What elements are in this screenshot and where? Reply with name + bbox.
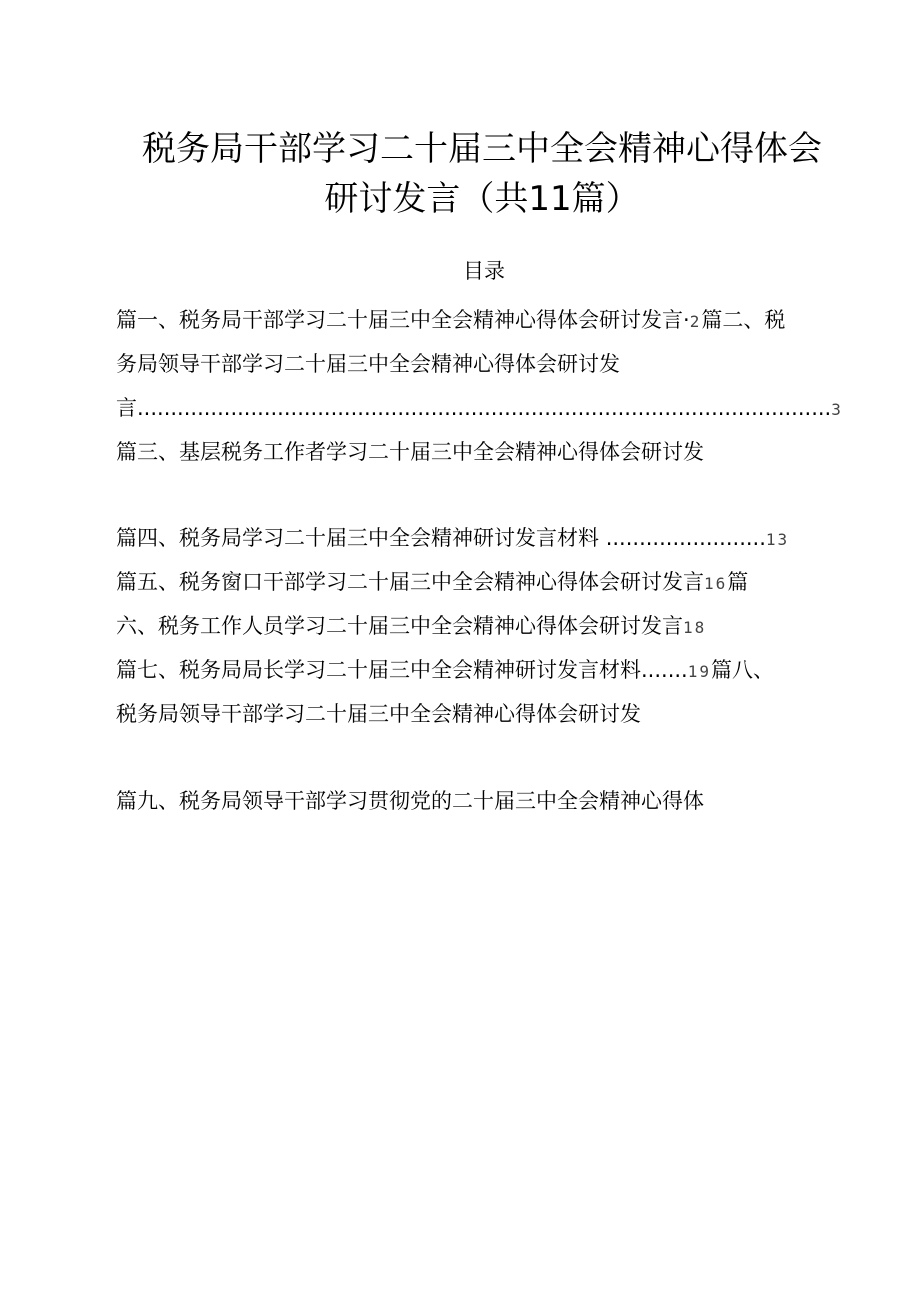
toc-entry-text: 言 (116, 396, 137, 420)
toc-entry[interactable] (116, 785, 704, 817)
toc-entry-text: 篇七、税务局局长学习二十届三中全会精神研讨发言材料 (116, 658, 641, 682)
toc-entry-text: 篇 (727, 570, 749, 594)
toc-leader-dots: ........................................................................................................ (137, 396, 832, 420)
toc-entry[interactable] (116, 304, 785, 338)
toc-entry[interactable] (116, 392, 843, 426)
toc-entry[interactable] (116, 522, 789, 556)
toc-entry-text: 篇九、税务局领导干部学习贯彻党的二十届三中全会精神心得体 (116, 789, 704, 813)
toc-entry-text: 篇二、税 (701, 308, 786, 332)
toc-entry-text: 篇三、基层税务工作者学习二十届三中全会精神心得体会研讨发 (116, 440, 704, 464)
document-title-line-1: 税务局干部学习二十届三中全会精神心得体会 (142, 129, 822, 169)
toc-entry-text: 篇八、 (711, 658, 774, 682)
toc-entry[interactable] (116, 654, 774, 688)
toc-page-number: 13 (765, 530, 790, 549)
toc-entry[interactable] (116, 566, 748, 600)
toc-entry-text: 篇四、税务局学习二十届三中全会精神研讨发言材料 (116, 526, 599, 550)
toc-entry-text: 务局领导干部学习二十届三中全会精神心得体会研讨发 (116, 352, 620, 376)
toc-leader-dots: ....... (641, 658, 688, 682)
toc-entry-text: 六、税务工作人员学习二十届三中全会精神心得体会研讨发言 (116, 614, 683, 638)
toc-entry[interactable] (116, 348, 620, 380)
toc-page-number: 2 (689, 312, 702, 331)
toc-entry-text: 篇一、税务局干部学习二十届三中全会精神心得体会研讨发言· (116, 308, 690, 332)
toc-entry[interactable] (116, 610, 706, 644)
toc-entry-text: 税务局领导干部学习二十届三中全会精神心得体会研讨发 (116, 702, 641, 726)
toc-page-number: 3 (831, 400, 843, 419)
toc-page-number: 16 (704, 574, 728, 593)
document-title-line-2: 研讨发言（共11篇） (324, 179, 640, 219)
toc-entry[interactable] (116, 698, 641, 730)
toc-entry-text: 篇五、税务窗口干部学习二十届三中全会精神心得体会研讨发言 (116, 570, 704, 594)
toc-entry[interactable] (116, 436, 704, 468)
toc-heading: 目录 (463, 259, 505, 283)
toc-leader-dots: ........................ (605, 526, 766, 550)
toc-page-number: 19 (687, 662, 711, 681)
toc-page-number: 18 (683, 618, 707, 637)
